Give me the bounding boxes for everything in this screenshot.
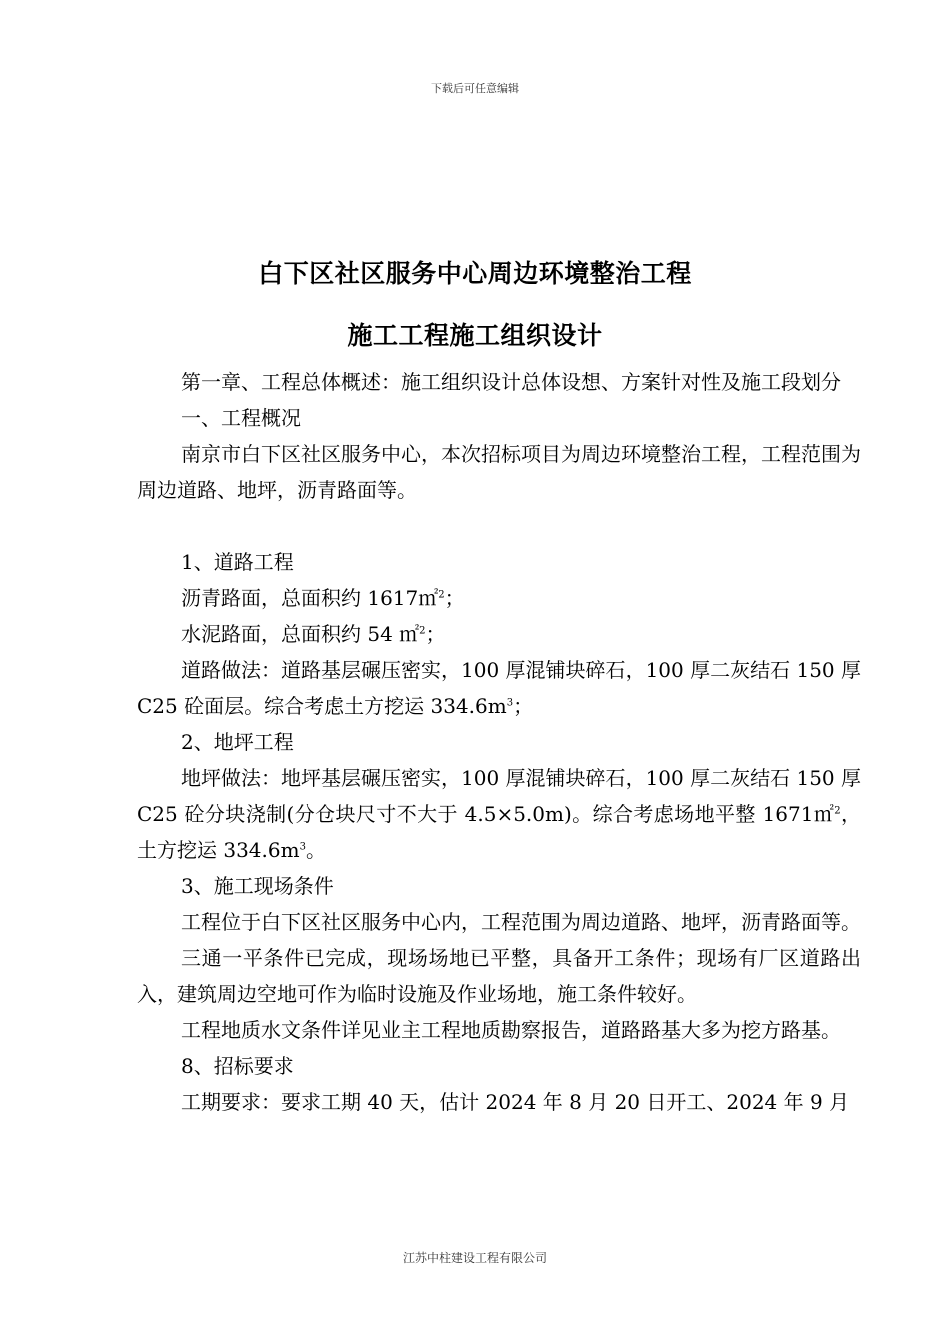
asphalt-line <box>137 580 861 616</box>
ground-method-mid: ，土方挖运 334.6m <box>137 802 861 862</box>
ground-heading: 2、地坪工程 <box>181 730 294 754</box>
schedule-paragraph: 工期要求：要求工期 40 天，估计 2024 年 8 月 20 日开工、2024 年 9 月 <box>181 1090 850 1114</box>
ground-method-superscript-2: 3 <box>299 841 306 853</box>
footer-company: 江苏中柱建设工程有限公司 <box>402 1251 547 1265</box>
cement-text: 水泥路面，总面积约 54 ㎡ <box>181 622 420 646</box>
ground-method-end: 。 <box>305 838 326 862</box>
section-heading: 一、工程概况 <box>181 406 301 430</box>
document-subtitle: 施工工程施工组织设计 <box>347 321 603 350</box>
cement-line <box>137 616 861 652</box>
road-method-superscript: 3 <box>506 697 514 709</box>
ground-method-paragraph <box>137 760 861 868</box>
asphalt-text: 沥青路面，总面积约 1617㎡ <box>181 586 439 610</box>
road-method-paragraph <box>137 652 861 724</box>
overview-paragraph: 南京市白下区社区服务中心，本次招标项目为周边环境整治工程，工程范围为周边道路、地坪，沥青路面等。 <box>137 442 861 502</box>
bid-heading: 8、招标要求 <box>181 1054 294 1078</box>
chapter-heading: 第一章、工程总体概述：施工组织设计总体设想、方案针对性及施工段划分 <box>181 370 841 394</box>
site-paragraph-3: 工程地质水文条件详见业主工程地质勘察报告，道路路基大多为挖方路基。 <box>181 1018 841 1042</box>
road-heading: 1、道路工程 <box>181 550 294 574</box>
blank-line <box>137 508 861 544</box>
ground-method-text: 地坪做法：地坪基层碾压密实，100 厚混铺块碎石，100 厚二灰结石 150 厚 C25 砼分块浇制(分仓块尺寸不大于 4.5×5.0m)。综合考虑场地平整 1671㎡ <box>137 766 861 826</box>
document-body <box>137 364 861 1120</box>
document-title: 白下区社区服务中心周边环境整治工程 <box>258 259 692 288</box>
cement-superscript: 2 <box>419 625 426 637</box>
ground-method-superscript: 2 <box>834 805 841 817</box>
cement-end: ； <box>425 622 446 646</box>
asphalt-end: ； <box>444 586 465 610</box>
site-paragraph-2: 三通一平条件已完成，现场场地已平整，具备开工条件；现场有厂区道路出入，建筑周边空地可作为临时设施及作业场地，施工条件较好。 <box>137 946 861 1006</box>
site-paragraph-1: 工程位于白下区社区服务中心内，工程范围为周边道路、地坪，沥青路面等。 <box>181 910 861 934</box>
asphalt-superscript: 2 <box>438 589 445 601</box>
site-heading: 3、施工现场条件 <box>181 874 334 898</box>
header-note: 下载后可任意编辑 <box>431 82 519 95</box>
road-method-end: ； <box>513 694 534 718</box>
road-method-text: 道路做法：道路基层碾压密实，100 厚混铺块碎石，100 厚二灰结石 150 厚 C25 砼面层。综合考虑土方挖运 334.6m <box>137 658 861 718</box>
